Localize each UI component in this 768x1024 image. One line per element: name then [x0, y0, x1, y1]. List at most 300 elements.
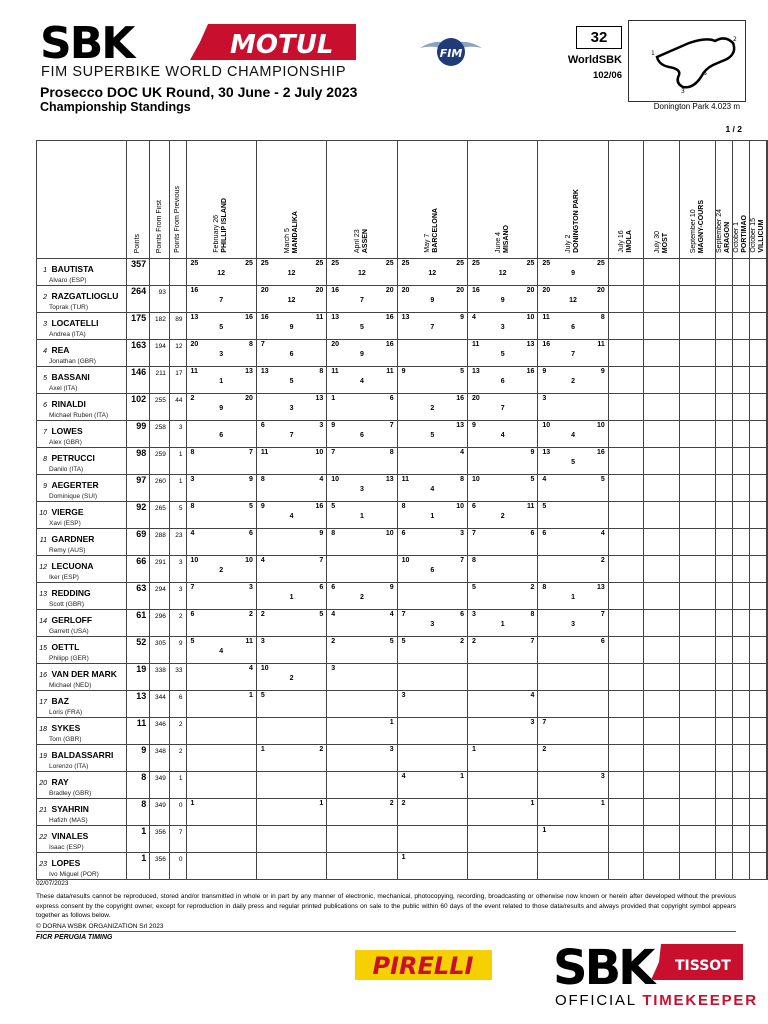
empty-round-cell	[750, 610, 767, 637]
rider-cell	[37, 286, 127, 313]
superpole-points: 9	[500, 297, 505, 304]
round-result	[186, 421, 256, 448]
rider-points: 11	[126, 718, 150, 745]
empty-round-cell	[767, 448, 768, 475]
rider-surname: RAZGATLIOGLU	[51, 291, 119, 301]
empty-round-cell	[767, 313, 768, 340]
race2-points: 16	[245, 314, 253, 321]
empty-round-cell	[608, 826, 644, 853]
rider-points: 97	[126, 475, 150, 502]
empty-round-cell	[767, 745, 768, 772]
round-result	[468, 610, 538, 637]
rider-surname: BAUTISTA	[51, 264, 94, 274]
race2-points: 4	[460, 449, 464, 456]
svg-text:2: 2	[733, 36, 737, 43]
race2-points: 2	[248, 611, 253, 618]
empty-round-cell	[644, 772, 680, 799]
empty-round-cell	[716, 637, 733, 664]
race2-points: 7	[530, 638, 535, 645]
empty-round-cell	[750, 745, 767, 772]
race2-points: 2	[530, 584, 535, 591]
rider-position: 15	[39, 645, 47, 652]
table-row	[37, 313, 768, 340]
round-result	[327, 529, 397, 556]
superpole-points: 7	[359, 297, 364, 304]
svg-text:3: 3	[681, 88, 685, 95]
points-from-first: 338	[150, 664, 170, 691]
empty-round-cell	[680, 502, 716, 529]
empty-round-cell	[680, 421, 716, 448]
empty-round-cell	[716, 853, 733, 880]
header-from-previous: Points From Previous	[169, 141, 186, 259]
empty-round-cell	[608, 637, 644, 664]
race2-points: 11	[315, 314, 324, 321]
rider-cell	[37, 583, 127, 610]
empty-round-cell	[644, 340, 680, 367]
empty-round-cell	[716, 610, 733, 637]
superpole-points: 3	[500, 324, 505, 331]
empty-round-cell	[750, 772, 767, 799]
empty-round-cell	[680, 610, 716, 637]
header-spare	[767, 141, 768, 259]
race2-points: 6	[600, 638, 605, 645]
rider-cell	[37, 691, 127, 718]
rider-cell	[37, 772, 127, 799]
empty-round-cell	[716, 394, 733, 421]
race2-points: 1	[460, 773, 464, 780]
empty-round-cell	[680, 556, 716, 583]
points-from-first: 348	[150, 745, 170, 772]
sbk-tissot-logo	[553, 940, 743, 990]
round-result	[468, 394, 538, 421]
round-result	[538, 394, 608, 421]
race2-points: 25	[526, 260, 535, 267]
rider-surname: BAZ	[51, 696, 69, 706]
rider-points: 8	[126, 772, 150, 799]
header-round-7: July 16 IMOLA	[608, 141, 644, 259]
round-result	[327, 583, 397, 610]
round-result	[468, 583, 538, 610]
race2-points: 16	[385, 314, 394, 321]
race1-points: 20	[401, 287, 410, 294]
superpole-points: 5	[500, 351, 505, 358]
empty-round-cell	[750, 340, 767, 367]
empty-round-cell	[750, 529, 767, 556]
race2-points: 6	[248, 530, 253, 537]
superpole-points: 5	[289, 378, 294, 385]
table-row	[37, 394, 768, 421]
rider-surname: GERLOFF	[51, 615, 93, 625]
race2-points: 16	[315, 503, 324, 510]
rider-firstname: Tom (GBR)	[49, 736, 82, 743]
round-result	[186, 718, 256, 745]
race1-points: 6	[542, 530, 547, 537]
round-result	[468, 718, 538, 745]
empty-round-cell	[608, 502, 644, 529]
race1-points: 1	[401, 854, 406, 861]
race1-points: 3	[331, 665, 336, 672]
empty-round-cell	[608, 799, 644, 826]
superpole-points: 4	[430, 486, 435, 493]
round-result	[327, 475, 397, 502]
round-result	[397, 259, 467, 286]
rider-points: 69	[126, 529, 150, 556]
race1-points: 1	[260, 746, 265, 753]
empty-round-cell	[750, 664, 767, 691]
rider-points: 9	[126, 745, 150, 772]
rider-cell	[37, 718, 127, 745]
empty-round-cell	[750, 313, 767, 340]
round-result	[186, 529, 256, 556]
footer-disclaimer: These data/results cannot be reproduced, stored and/or transmitted in whole or in part by any manner of electronic, mechanical, photocopying, recording, broadcasting or otherwise now known or herein after developed without the previous express consent by the copyright owner, except for reproduction in daily press and regular printed publications on sale to the public within 60 days of the event related to those data/results and always provided that copyright symbol appears together as follows below.	[36, 893, 736, 919]
empty-round-cell	[644, 502, 680, 529]
empty-round-cell	[644, 637, 680, 664]
empty-round-cell	[767, 502, 768, 529]
round-result	[327, 286, 397, 313]
empty-round-cell	[733, 286, 750, 313]
round-result	[468, 826, 538, 853]
rider-firstname: Michael Ruben (ITA)	[49, 412, 109, 419]
superpole-points: 12	[569, 297, 577, 304]
empty-round-cell	[767, 637, 768, 664]
round-result	[538, 286, 608, 313]
rider-position: 13	[39, 591, 47, 598]
round-result	[397, 448, 467, 475]
rider-firstname: Alvaro (ESP)	[49, 277, 87, 284]
race2-points: 20	[526, 287, 535, 294]
rider-firstname: Bradley (GBR)	[49, 790, 92, 797]
points-from-previous: 0	[169, 853, 186, 880]
svg-text:S: S	[703, 70, 707, 77]
race1-points: 25	[542, 260, 551, 267]
superpole-points: 3	[359, 486, 364, 493]
empty-round-cell	[716, 340, 733, 367]
race2-points: 25	[596, 260, 605, 267]
footer-divider	[36, 931, 736, 932]
empty-round-cell	[680, 718, 716, 745]
race1-points: 5	[542, 503, 547, 510]
rider-firstname: Michael (NED)	[49, 682, 92, 689]
round-result	[468, 853, 538, 880]
round-result	[256, 691, 326, 718]
round-result	[538, 448, 608, 475]
empty-round-cell	[680, 313, 716, 340]
rider-points: 163	[126, 340, 150, 367]
round-result	[538, 421, 608, 448]
round-result	[256, 853, 326, 880]
race1-points: 25	[472, 260, 480, 267]
points-from-first: 260	[150, 475, 170, 502]
race2-points: 2	[319, 746, 324, 753]
race1-points: 13	[401, 314, 410, 321]
rider-firstname: Iker (ESP)	[49, 574, 79, 581]
empty-round-cell	[644, 313, 680, 340]
race2-points: 7	[248, 449, 253, 456]
pirelli-logo-text: PIRELLI	[372, 952, 474, 980]
points-from-first: 288	[150, 529, 170, 556]
race2-points: 5	[530, 476, 535, 483]
points-from-previous: 23	[169, 529, 186, 556]
empty-round-cell	[716, 799, 733, 826]
superpole-points: 7	[219, 297, 224, 304]
race2-points: 5	[600, 476, 605, 483]
empty-round-cell	[750, 583, 767, 610]
superpole-points: 3	[219, 351, 224, 358]
race1-points: 4	[190, 530, 195, 537]
round-result	[186, 745, 256, 772]
round-result	[468, 367, 538, 394]
points-from-previous: 3	[169, 556, 186, 583]
round-result	[538, 853, 608, 880]
empty-round-cell	[680, 529, 716, 556]
race1-points: 4	[542, 476, 547, 483]
race2-points: 7	[319, 557, 324, 564]
rider-firstname: Ivo Miguel (POR)	[49, 871, 99, 878]
race1-points: 6	[260, 422, 265, 429]
race2-points: 11	[245, 638, 253, 645]
rider-points: 13	[126, 691, 150, 718]
round-result	[186, 556, 256, 583]
series-name: WorldSBK	[567, 54, 622, 66]
empty-round-cell	[767, 340, 768, 367]
race1-points: 2	[472, 638, 476, 645]
empty-round-cell	[767, 367, 768, 394]
empty-round-cell	[644, 853, 680, 880]
table-row	[37, 637, 768, 664]
round-result	[468, 529, 538, 556]
empty-round-cell	[750, 556, 767, 583]
round-result	[256, 772, 326, 799]
race1-points: 3	[542, 395, 547, 402]
points-from-first: 258	[150, 421, 170, 448]
rider-points: 1	[126, 826, 150, 853]
race1-points: 1	[472, 746, 476, 753]
header-round-8: July 30 MOST	[644, 141, 680, 259]
race1-points: 8	[260, 476, 265, 483]
round-result	[538, 475, 608, 502]
points-from-first: 259	[150, 448, 170, 475]
sbk-motul-logo	[40, 22, 356, 64]
empty-round-cell	[644, 556, 680, 583]
race1-points: 16	[472, 287, 480, 294]
race2-points: 20	[456, 287, 464, 294]
race1-points: 9	[472, 422, 476, 429]
round-result	[327, 421, 397, 448]
rider-points: 63	[126, 583, 150, 610]
race1-points: 3	[472, 611, 476, 618]
race1-points: 9	[401, 368, 406, 375]
rider-cell	[37, 529, 127, 556]
table-row	[37, 502, 768, 529]
empty-round-cell	[716, 691, 733, 718]
superpole-points: 12	[287, 297, 296, 304]
table-header-row	[37, 141, 768, 259]
empty-round-cell	[608, 718, 644, 745]
empty-round-cell	[767, 691, 768, 718]
round-result	[186, 799, 256, 826]
rider-surname: AEGERTER	[51, 480, 99, 490]
round-result	[538, 637, 608, 664]
document-number: 102/06	[592, 70, 622, 81]
empty-round-cell	[733, 502, 750, 529]
empty-round-cell	[716, 772, 733, 799]
table-row	[37, 583, 768, 610]
rider-cell	[37, 637, 127, 664]
round-result	[186, 664, 256, 691]
race1-points: 7	[190, 584, 195, 591]
rider-position: 8	[43, 456, 47, 463]
empty-round-cell	[750, 286, 767, 313]
rider-points: 52	[126, 637, 150, 664]
round-result	[538, 583, 608, 610]
empty-round-cell	[716, 718, 733, 745]
rider-points: 264	[126, 286, 150, 313]
points-from-first: 291	[150, 556, 170, 583]
round-result	[538, 826, 608, 853]
empty-round-cell	[644, 745, 680, 772]
round-result	[256, 313, 326, 340]
superpole-points: 9	[430, 297, 435, 304]
rider-position: 17	[39, 699, 47, 706]
empty-round-cell	[767, 475, 768, 502]
race1-points: 7	[472, 530, 476, 537]
empty-round-cell	[608, 259, 644, 286]
rider-cell	[37, 313, 127, 340]
empty-round-cell	[750, 718, 767, 745]
table-row	[37, 718, 768, 745]
round-result	[256, 475, 326, 502]
timing-provider: FICR PERUGIA TIMING	[36, 934, 113, 941]
rider-cell	[37, 475, 127, 502]
empty-round-cell	[608, 610, 644, 637]
empty-round-cell	[644, 691, 680, 718]
rider-position: 14	[39, 618, 47, 625]
race2-points: 5	[389, 638, 394, 645]
points-from-previous: 7	[169, 826, 186, 853]
race1-points: 16	[331, 287, 340, 294]
race1-points: 5	[190, 638, 195, 645]
empty-round-cell	[644, 610, 680, 637]
rider-position: 11	[39, 537, 47, 544]
round-result	[538, 556, 608, 583]
race2-points: 10	[385, 530, 394, 537]
rider-surname: LOWES	[51, 426, 83, 436]
empty-round-cell	[733, 826, 750, 853]
empty-round-cell	[608, 286, 644, 313]
empty-round-cell	[644, 826, 680, 853]
empty-round-cell	[680, 637, 716, 664]
race1-points: 6	[190, 611, 195, 618]
round-result	[468, 259, 538, 286]
race2-points: 8	[389, 449, 394, 456]
empty-round-cell	[680, 367, 716, 394]
race2-points: 7	[600, 611, 605, 618]
points-from-previous: 0	[169, 799, 186, 826]
round-result	[397, 421, 467, 448]
round-result	[186, 367, 256, 394]
points-from-previous: 44	[169, 394, 186, 421]
header-round-3: April 23 ASSEN	[327, 141, 397, 259]
race2-points: 1	[389, 719, 394, 726]
empty-round-cell	[733, 691, 750, 718]
race2-points: 9	[319, 530, 324, 537]
rider-cell	[37, 610, 127, 637]
round-result	[327, 745, 397, 772]
superpole-points: 7	[571, 351, 576, 358]
empty-round-cell	[608, 556, 644, 583]
empty-round-cell	[767, 853, 768, 880]
rider-position: 2	[43, 294, 47, 301]
page-number: 1 / 2	[725, 124, 742, 134]
rider-cell	[37, 556, 127, 583]
rider-cell	[37, 421, 127, 448]
race2-points: 4	[319, 476, 324, 483]
round-result	[186, 286, 256, 313]
empty-round-cell	[680, 772, 716, 799]
empty-round-cell	[716, 529, 733, 556]
race2-points: 6	[460, 611, 464, 618]
superpole-points: 5	[430, 432, 435, 439]
standings-table	[36, 140, 768, 880]
race1-points: 8	[190, 449, 195, 456]
empty-round-cell	[644, 718, 680, 745]
round-result	[397, 745, 467, 772]
superpole-points: 4	[219, 648, 224, 655]
race1-points: 11	[472, 341, 480, 348]
race1-points: 20	[260, 287, 269, 294]
table-row	[37, 340, 768, 367]
race2-points: 13	[315, 395, 324, 402]
empty-round-cell	[716, 475, 733, 502]
round-result	[397, 772, 467, 799]
empty-round-cell	[644, 799, 680, 826]
rider-points: 98	[126, 448, 150, 475]
round-result	[538, 313, 608, 340]
points-from-first: 294	[150, 583, 170, 610]
superpole-points: 2	[219, 567, 224, 574]
empty-round-cell	[716, 556, 733, 583]
race2-points: 1	[600, 800, 605, 807]
points-from-previous: 9	[169, 637, 186, 664]
empty-round-cell	[680, 394, 716, 421]
rider-firstname: Isaac (ESP)	[49, 844, 84, 851]
race1-points: 7	[331, 449, 336, 456]
empty-round-cell	[733, 394, 750, 421]
round-result	[468, 772, 538, 799]
empty-round-cell	[680, 448, 716, 475]
round-result	[186, 313, 256, 340]
race1-points: 10	[401, 557, 410, 564]
race2-points: 7	[460, 557, 464, 564]
superpole-points: 1	[219, 378, 224, 385]
rider-position: 1	[43, 267, 47, 274]
rider-position: 21	[39, 807, 47, 814]
table-row	[37, 853, 768, 880]
footer-date: 02/07/2023	[36, 880, 69, 887]
race2-points: 25	[315, 260, 324, 267]
race1-points: 20	[472, 395, 480, 402]
empty-round-cell	[750, 502, 767, 529]
round-result	[186, 340, 256, 367]
empty-round-cell	[733, 745, 750, 772]
rider-position: 22	[39, 834, 47, 841]
round-result	[186, 853, 256, 880]
superpole-points: 1	[571, 594, 576, 601]
superpole-points: 12	[217, 270, 226, 277]
rider-cell	[37, 367, 127, 394]
round-result	[256, 610, 326, 637]
empty-round-cell	[608, 475, 644, 502]
